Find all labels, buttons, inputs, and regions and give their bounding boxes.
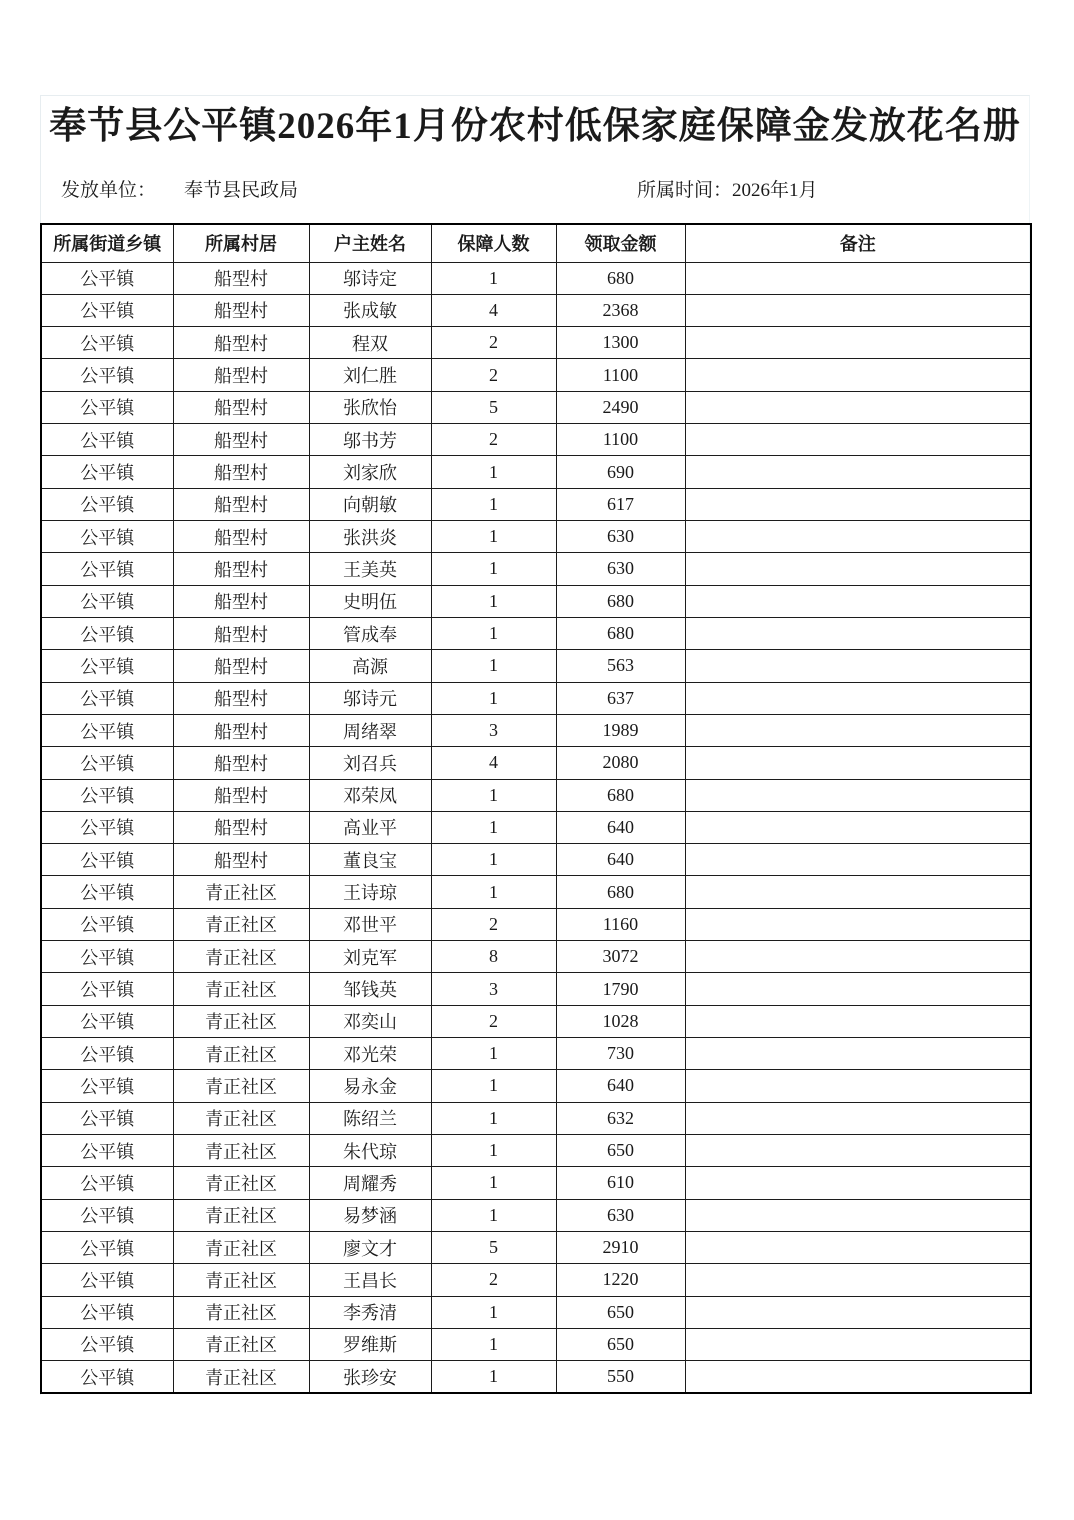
table-cell: 公平镇: [41, 585, 173, 617]
table-cell: 550: [556, 1361, 685, 1393]
table-cell: 青正社区: [173, 1328, 309, 1360]
table-cell: 1: [431, 585, 556, 617]
table-row: [41, 779, 1031, 811]
table-cell: 公平镇: [41, 1296, 173, 1328]
period-value: 2026年1月: [732, 180, 818, 201]
table-cell: 陈绍兰: [309, 1102, 431, 1134]
table-cell: [685, 294, 1031, 326]
table-cell: 青正社区: [173, 1296, 309, 1328]
table-cell: 1: [431, 650, 556, 682]
table-cell: 680: [556, 779, 685, 811]
table-cell: 公平镇: [41, 682, 173, 714]
table-cell: 1: [431, 1296, 556, 1328]
table-cell: 青正社区: [173, 1070, 309, 1102]
table-cell: 王诗琼: [309, 876, 431, 908]
table-cell: 船型村: [173, 262, 309, 294]
table-cell: [685, 1264, 1031, 1296]
table-cell: 朱代琼: [309, 1134, 431, 1166]
table-cell: 1: [431, 779, 556, 811]
table-cell: 1: [431, 876, 556, 908]
table-cell: 刘召兵: [309, 747, 431, 779]
table-cell: 公平镇: [41, 779, 173, 811]
table-cell: [685, 1005, 1031, 1037]
header-cell: 户主姓名: [309, 224, 431, 262]
document-info-row: [41, 178, 1029, 204]
table-cell: 公平镇: [41, 553, 173, 585]
table-cell: [685, 908, 1031, 940]
table-cell: 青正社区: [173, 1038, 309, 1070]
table-row: [41, 682, 1031, 714]
table-cell: [685, 973, 1031, 1005]
table-cell: 船型村: [173, 521, 309, 553]
table-cell: 1: [431, 1328, 556, 1360]
table-cell: [685, 1070, 1031, 1102]
table-cell: 1790: [556, 973, 685, 1005]
table-row: [41, 876, 1031, 908]
table-cell: 2: [431, 1264, 556, 1296]
table-cell: 青正社区: [173, 1264, 309, 1296]
table-cell: 易永金: [309, 1070, 431, 1102]
table-cell: 2: [431, 359, 556, 391]
table-cell: 公平镇: [41, 424, 173, 456]
table-row: [41, 391, 1031, 423]
table-cell: [685, 424, 1031, 456]
table-cell: 船型村: [173, 553, 309, 585]
table-cell: 船型村: [173, 714, 309, 746]
table-row: [41, 294, 1031, 326]
table-cell: 邓世平: [309, 908, 431, 940]
table-cell: 船型村: [173, 650, 309, 682]
table-cell: 1: [431, 1070, 556, 1102]
table-row: [41, 811, 1031, 843]
table-cell: [685, 1038, 1031, 1070]
table-cell: 730: [556, 1038, 685, 1070]
table-cell: 1: [431, 811, 556, 843]
table-cell: 青正社区: [173, 973, 309, 1005]
table-cell: 650: [556, 1328, 685, 1360]
table-cell: 青正社区: [173, 908, 309, 940]
table-cell: 邓荣凤: [309, 779, 431, 811]
roster-table: [40, 223, 1032, 1394]
table-cell: 1028: [556, 1005, 685, 1037]
table-cell: 高源: [309, 650, 431, 682]
table-cell: 630: [556, 553, 685, 585]
table-row: [41, 521, 1031, 553]
table-cell: 刘家欣: [309, 456, 431, 488]
table-cell: 3072: [556, 941, 685, 973]
table-cell: 公平镇: [41, 1134, 173, 1166]
table-row: [41, 1199, 1031, 1231]
table-cell: 640: [556, 811, 685, 843]
table-cell: 公平镇: [41, 908, 173, 940]
table-cell: 青正社区: [173, 1102, 309, 1134]
table-cell: [685, 941, 1031, 973]
table-cell: 5: [431, 391, 556, 423]
table-cell: 王美英: [309, 553, 431, 585]
table-cell: 易梦涵: [309, 1199, 431, 1231]
table-cell: 公平镇: [41, 714, 173, 746]
table-cell: 青正社区: [173, 1231, 309, 1263]
table-cell: 630: [556, 1199, 685, 1231]
table-cell: 2: [431, 424, 556, 456]
table-cell: [685, 650, 1031, 682]
table-cell: [685, 1231, 1031, 1263]
table-cell: 王昌长: [309, 1264, 431, 1296]
table-cell: 1: [431, 1102, 556, 1134]
table-cell: 4: [431, 294, 556, 326]
table-cell: [685, 617, 1031, 649]
table-cell: 2368: [556, 294, 685, 326]
table-cell: 张珍安: [309, 1361, 431, 1393]
table-cell: 650: [556, 1134, 685, 1166]
table-cell: 1: [431, 617, 556, 649]
table-row: [41, 1296, 1031, 1328]
table-cell: 公平镇: [41, 488, 173, 520]
table-cell: 刘仁胜: [309, 359, 431, 391]
table-cell: 船型村: [173, 359, 309, 391]
table-cell: 船型村: [173, 617, 309, 649]
table-cell: 1100: [556, 359, 685, 391]
table-cell: 1: [431, 456, 556, 488]
table-row: [41, 585, 1031, 617]
table-cell: 1: [431, 1038, 556, 1070]
table-row: [41, 1038, 1031, 1070]
document-sheet: [40, 95, 1030, 1395]
table-cell: 617: [556, 488, 685, 520]
table-cell: 640: [556, 844, 685, 876]
header-cell: 所属街道乡镇: [41, 224, 173, 262]
table-cell: 公平镇: [41, 1167, 173, 1199]
table-cell: 邹钱英: [309, 973, 431, 1005]
table-row: [41, 844, 1031, 876]
table-cell: 1220: [556, 1264, 685, 1296]
table-cell: 630: [556, 521, 685, 553]
table-cell: [685, 585, 1031, 617]
table-row: [41, 1102, 1031, 1134]
table-row: [41, 1231, 1031, 1263]
table-cell: 2490: [556, 391, 685, 423]
table-cell: 船型村: [173, 327, 309, 359]
table-row: [41, 488, 1031, 520]
table-cell: 680: [556, 876, 685, 908]
table-row: [41, 262, 1031, 294]
table-row: [41, 941, 1031, 973]
table-cell: 公平镇: [41, 811, 173, 843]
table-cell: 公平镇: [41, 294, 173, 326]
table-cell: 高业平: [309, 811, 431, 843]
table-cell: 公平镇: [41, 1038, 173, 1070]
table-cell: 1300: [556, 327, 685, 359]
table-cell: 青正社区: [173, 941, 309, 973]
header-cell: 所属村居: [173, 224, 309, 262]
header-cell: 领取金额: [556, 224, 685, 262]
table-row: [41, 973, 1031, 1005]
table-cell: 邓光荣: [309, 1038, 431, 1070]
table-cell: 公平镇: [41, 876, 173, 908]
table-cell: 公平镇: [41, 456, 173, 488]
period-label: 所属时间：: [637, 180, 733, 201]
table-cell: 2910: [556, 1231, 685, 1263]
table-row: [41, 1070, 1031, 1102]
issuer-label: 发放单位：: [61, 180, 157, 201]
table-cell: 船型村: [173, 779, 309, 811]
table-cell: 3: [431, 714, 556, 746]
table-row: [41, 456, 1031, 488]
table-cell: 船型村: [173, 844, 309, 876]
table-row: [41, 327, 1031, 359]
table-cell: 公平镇: [41, 650, 173, 682]
table-cell: [685, 1199, 1031, 1231]
table-cell: 1: [431, 1167, 556, 1199]
table-cell: 李秀清: [309, 1296, 431, 1328]
table-cell: 632: [556, 1102, 685, 1134]
table-cell: 船型村: [173, 488, 309, 520]
table-cell: 公平镇: [41, 973, 173, 1005]
table-cell: [685, 1167, 1031, 1199]
table-cell: 公平镇: [41, 1005, 173, 1037]
table-cell: [685, 262, 1031, 294]
table-row: [41, 424, 1031, 456]
roster-table-body: [41, 262, 1031, 1393]
table-row: [41, 908, 1031, 940]
table-cell: 1: [431, 488, 556, 520]
table-cell: 1: [431, 1199, 556, 1231]
table-cell: 青正社区: [173, 1134, 309, 1166]
table-cell: 1: [431, 1134, 556, 1166]
table-row: [41, 1264, 1031, 1296]
table-row: [41, 1328, 1031, 1360]
table-cell: 青正社区: [173, 1005, 309, 1037]
table-cell: 1: [431, 262, 556, 294]
table-cell: 青正社区: [173, 1361, 309, 1393]
table-cell: 公平镇: [41, 941, 173, 973]
table-cell: 公平镇: [41, 747, 173, 779]
issuer-value: 奉节县民政局: [184, 180, 299, 201]
table-cell: 船型村: [173, 682, 309, 714]
table-cell: 公平镇: [41, 1231, 173, 1263]
table-cell: 周绪翠: [309, 714, 431, 746]
table-cell: 邬诗元: [309, 682, 431, 714]
table-row: [41, 650, 1031, 682]
table-cell: 张成敏: [309, 294, 431, 326]
table-row: [41, 714, 1031, 746]
table-cell: 船型村: [173, 456, 309, 488]
table-cell: 船型村: [173, 747, 309, 779]
table-cell: 2: [431, 908, 556, 940]
table-header-row: [41, 224, 1031, 262]
table-cell: 637: [556, 682, 685, 714]
table-cell: 青正社区: [173, 1199, 309, 1231]
table-cell: [685, 876, 1031, 908]
table-cell: 公平镇: [41, 262, 173, 294]
table-row: [41, 617, 1031, 649]
table-cell: [685, 521, 1031, 553]
table-cell: 船型村: [173, 391, 309, 423]
table-cell: 610: [556, 1167, 685, 1199]
table-cell: 董良宝: [309, 844, 431, 876]
table-cell: 公平镇: [41, 1102, 173, 1134]
table-cell: 邓奕山: [309, 1005, 431, 1037]
table-cell: 公平镇: [41, 327, 173, 359]
table-cell: 公平镇: [41, 1328, 173, 1360]
table-row: [41, 747, 1031, 779]
table-cell: 公平镇: [41, 391, 173, 423]
table-cell: 640: [556, 1070, 685, 1102]
table-cell: [685, 747, 1031, 779]
table-cell: 史明伍: [309, 585, 431, 617]
table-cell: 5: [431, 1231, 556, 1263]
table-cell: 邬书芳: [309, 424, 431, 456]
table-row: [41, 359, 1031, 391]
table-cell: [685, 682, 1031, 714]
table-cell: 1: [431, 521, 556, 553]
table-cell: 廖文才: [309, 1231, 431, 1263]
table-cell: [685, 456, 1031, 488]
table-cell: [685, 1102, 1031, 1134]
table-cell: 1160: [556, 908, 685, 940]
table-cell: 公平镇: [41, 521, 173, 553]
table-cell: 刘克军: [309, 941, 431, 973]
table-cell: [685, 1328, 1031, 1360]
table-cell: 1: [431, 1361, 556, 1393]
header-cell: 备注: [685, 224, 1031, 262]
table-cell: 2: [431, 1005, 556, 1037]
table-row: [41, 553, 1031, 585]
table-cell: 1989: [556, 714, 685, 746]
table-row: [41, 1167, 1031, 1199]
table-cell: 2: [431, 327, 556, 359]
table-cell: 船型村: [173, 585, 309, 617]
table-cell: 张欣怡: [309, 391, 431, 423]
table-cell: 邬诗定: [309, 262, 431, 294]
table-cell: 周耀秀: [309, 1167, 431, 1199]
table-cell: 1100: [556, 424, 685, 456]
table-cell: 公平镇: [41, 359, 173, 391]
table-cell: 680: [556, 585, 685, 617]
table-cell: 公平镇: [41, 1070, 173, 1102]
header-cell: 保障人数: [431, 224, 556, 262]
table-cell: 船型村: [173, 294, 309, 326]
table-cell: [685, 1134, 1031, 1166]
table-cell: [685, 714, 1031, 746]
table-cell: [685, 1296, 1031, 1328]
table-cell: 管成奉: [309, 617, 431, 649]
table-cell: 4: [431, 747, 556, 779]
table-cell: 青正社区: [173, 876, 309, 908]
table-cell: 青正社区: [173, 1167, 309, 1199]
table-cell: [685, 811, 1031, 843]
table-cell: 船型村: [173, 424, 309, 456]
table-cell: 公平镇: [41, 1361, 173, 1393]
table-cell: 公平镇: [41, 1199, 173, 1231]
table-cell: 3: [431, 973, 556, 1005]
table-cell: 公平镇: [41, 1264, 173, 1296]
page-title: 奉节县公平镇2026年1月份农村低保家庭保障金发放花名册: [49, 106, 1021, 147]
issuer-field: [61, 178, 298, 204]
table-cell: 张洪炎: [309, 521, 431, 553]
table-cell: 690: [556, 456, 685, 488]
table-cell: [685, 391, 1031, 423]
table-cell: 向朝敏: [309, 488, 431, 520]
table-cell: 1: [431, 682, 556, 714]
table-cell: [685, 359, 1031, 391]
table-cell: 680: [556, 617, 685, 649]
table-cell: 程双: [309, 327, 431, 359]
table-cell: 1: [431, 844, 556, 876]
table-cell: [685, 779, 1031, 811]
table-cell: 650: [556, 1296, 685, 1328]
period-field: [637, 178, 818, 204]
table-cell: 2080: [556, 747, 685, 779]
table-row: [41, 1361, 1031, 1393]
table-cell: 1: [431, 553, 556, 585]
table-cell: 公平镇: [41, 844, 173, 876]
table-row: [41, 1134, 1031, 1166]
table-cell: 8: [431, 941, 556, 973]
table-cell: 680: [556, 262, 685, 294]
table-cell: 公平镇: [41, 617, 173, 649]
table-cell: [685, 327, 1031, 359]
table-cell: 563: [556, 650, 685, 682]
table-cell: [685, 1361, 1031, 1393]
table-cell: [685, 553, 1031, 585]
table-cell: 罗维斯: [309, 1328, 431, 1360]
table-row: [41, 1005, 1031, 1037]
table-cell: [685, 488, 1031, 520]
table-cell: 船型村: [173, 811, 309, 843]
table-cell: [685, 844, 1031, 876]
